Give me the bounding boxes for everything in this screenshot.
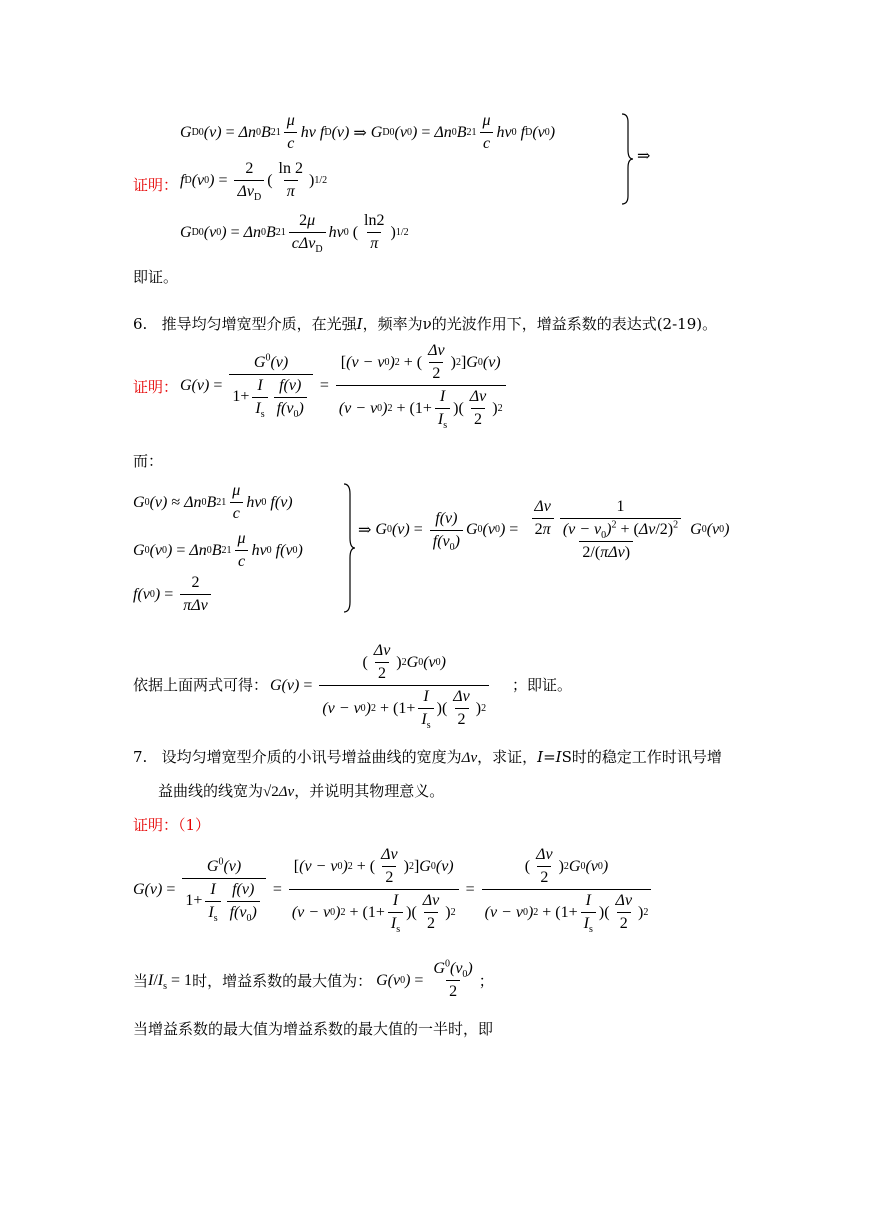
conclusion-text-1: 即证。 <box>133 268 179 286</box>
equation-g-nu-full: G(ν) = $G^0(\nu)$ 1+ $\frac{I}{I_s}$ $\frac{f(\nu)}{f(\nu_0)}$ = [ (ν − ν 0 ) 2 + ( $\frac{\Delta\nu}{2}$ ) 2 ] G 0 (ν) (ν − ν 0 ) 2 + (1+ $\frac{I}{I_s}$ )( $\frac{\Delta\nu}{2}$ ) 2 = ( $\frac{\Delta\nu}{2}$ ) 2 G 0 (ν 0 ) (ν − ν 0 ) 2 + (1+ $\frac{I}{I_s}$ )( $\frac{\Delta\nu}{2}$ ) 2 <box>133 846 654 933</box>
equation-g-nu-homogeneous: G(ν) = $G^0(\nu)$ 1+ $\frac{I}{I_s}$ $\frac{f(\nu)}{f(\nu_0)}$ = [ (ν − ν 0 ) 2 + ( $\frac{\Delta\nu}{2}$ ) 2 ] G 0 (ν) (ν − ν 0 ) 2 + (1+ $\frac{I}{I_s}$ )( $\frac{\Delta\nu}{2}$ ) 2 <box>180 342 509 429</box>
last-line: 当增益系数的最大值为增益系数的最大值的一半时，即 <box>133 1020 494 1038</box>
question-7-cond-is: I <box>555 748 562 766</box>
equation-f-nu0: f(ν 0 ) = $\frac{2}{\text{πΔν}}$ <box>133 574 214 615</box>
question-7-line-2-a: 益曲线的线宽为 <box>158 782 264 800</box>
question-7-line-2: 益曲线的线宽为√2Δν，并说明其物理意义。 <box>158 782 445 800</box>
question-7-line-1-c: 时的稳定工作时讯号增 <box>571 748 722 766</box>
when-mid: 时，增益系数的最大值为： <box>192 972 373 990</box>
when-end: ； <box>478 972 494 990</box>
equation-g0-nu0: G 0 (ν 0 ) = Δn 0 B 21 $\frac{\mu}{c}$ hν 0 f(ν 0 ) <box>133 530 303 570</box>
implies-arrow: ⇒ <box>637 148 651 165</box>
question-6-text-b: ，频率为ν的光波作用下，增益系数的表达式(2-19)。 <box>362 315 718 333</box>
question-7-cond-s: S <box>561 748 572 766</box>
question-7-cond-i: I <box>537 748 544 766</box>
equation-fd-nu0: f D (ν 0 ) = $\frac{2}{\Delta\nu_D}$ ( $\frac{\ln 2}{\pi}$ ) 1/2 <box>180 160 328 204</box>
proof-label-3: 证明：（1） <box>133 816 211 834</box>
equation-g0-nu-approx: G 0 (ν) ≈ Δn 0 B 21 $\frac{\mu}{c}$ hν 0 f(ν) <box>133 482 293 522</box>
equation-g0-result: ⇒ G 0 (ν) = $\frac{f(\nu)}{f(\nu_0)}$ G 0 (ν 0 ) = $\frac{\Delta\nu}{2\pi}$ $\frac{1}{(\nu - \nu_0)^2 + (\Delta\nu/2)^2}$ 2/(πΔν) G 0 (ν 0 ) <box>358 498 730 561</box>
question-6 <box>133 313 717 334</box>
question-6-text-a: 推导均匀增宽型介质，在光强 <box>161 315 357 333</box>
question-6-number: 6. <box>133 315 148 333</box>
question-7-line-2-b: ，并说明其物理意义。 <box>294 782 445 800</box>
proof-label-2: 证明： <box>133 378 179 396</box>
right-brace-2 <box>342 482 356 614</box>
proof-label-1: 证明： <box>133 176 179 194</box>
max-gain-line: 当 $I/I_s = 1$ 时，增益系数的最大值为： G(ν 0 ) = $\frac{G^0(\nu_0)}{2}$ ； <box>133 958 494 1000</box>
question-7-cond-eq: = <box>543 748 556 766</box>
right-brace <box>620 112 634 206</box>
combine-suffix: ；即证。 <box>512 676 573 694</box>
equation-g-nu-combined: G(ν) = ( $\frac{\Delta\nu}{2}$ ) 2 G 0 (ν 0 ) (ν − ν 0 ) 2 + (1+ $\frac{I}{I_s}$ )( $\frac{\Delta\nu}{2}$ ) 2 <box>270 642 492 729</box>
er-label: 而： <box>133 452 164 470</box>
equation-gd-nu: G D 0 (ν) = Δn 0 B 21 $\frac{\mu}{c}$ hν f D (ν) ⇒ G D 0 (ν 0 ) = Δn 0 B 21 $\frac{\mu}{c}$ hν 0 f D (ν 0 ) <box>180 112 556 152</box>
question-7-line-1-b: ，求证， <box>477 748 538 766</box>
when-label: 当 <box>133 972 149 990</box>
question-7-line-1-a: 设均匀增宽型介质的小讯号增益曲线的宽度为 <box>161 748 462 766</box>
question-6-var-i: I <box>356 315 363 333</box>
combine-label: 依据上面两式可得： <box>133 676 269 694</box>
question-7-line-1: 7. 设均匀增宽型介质的小讯号增益曲线的宽度为Δν，求证，I=IS时的稳定工作时讯号增 <box>133 748 722 766</box>
equation-gd-nu0: G D 0 (ν 0 ) = Δn 0 B 21 $\frac{2\mu}{c\Delta\nu_D}$ hν 0 ( $\frac{\ln 2}{\pi}$ ) 1/2 <box>180 212 409 256</box>
question-7-number: 7. <box>133 748 148 766</box>
